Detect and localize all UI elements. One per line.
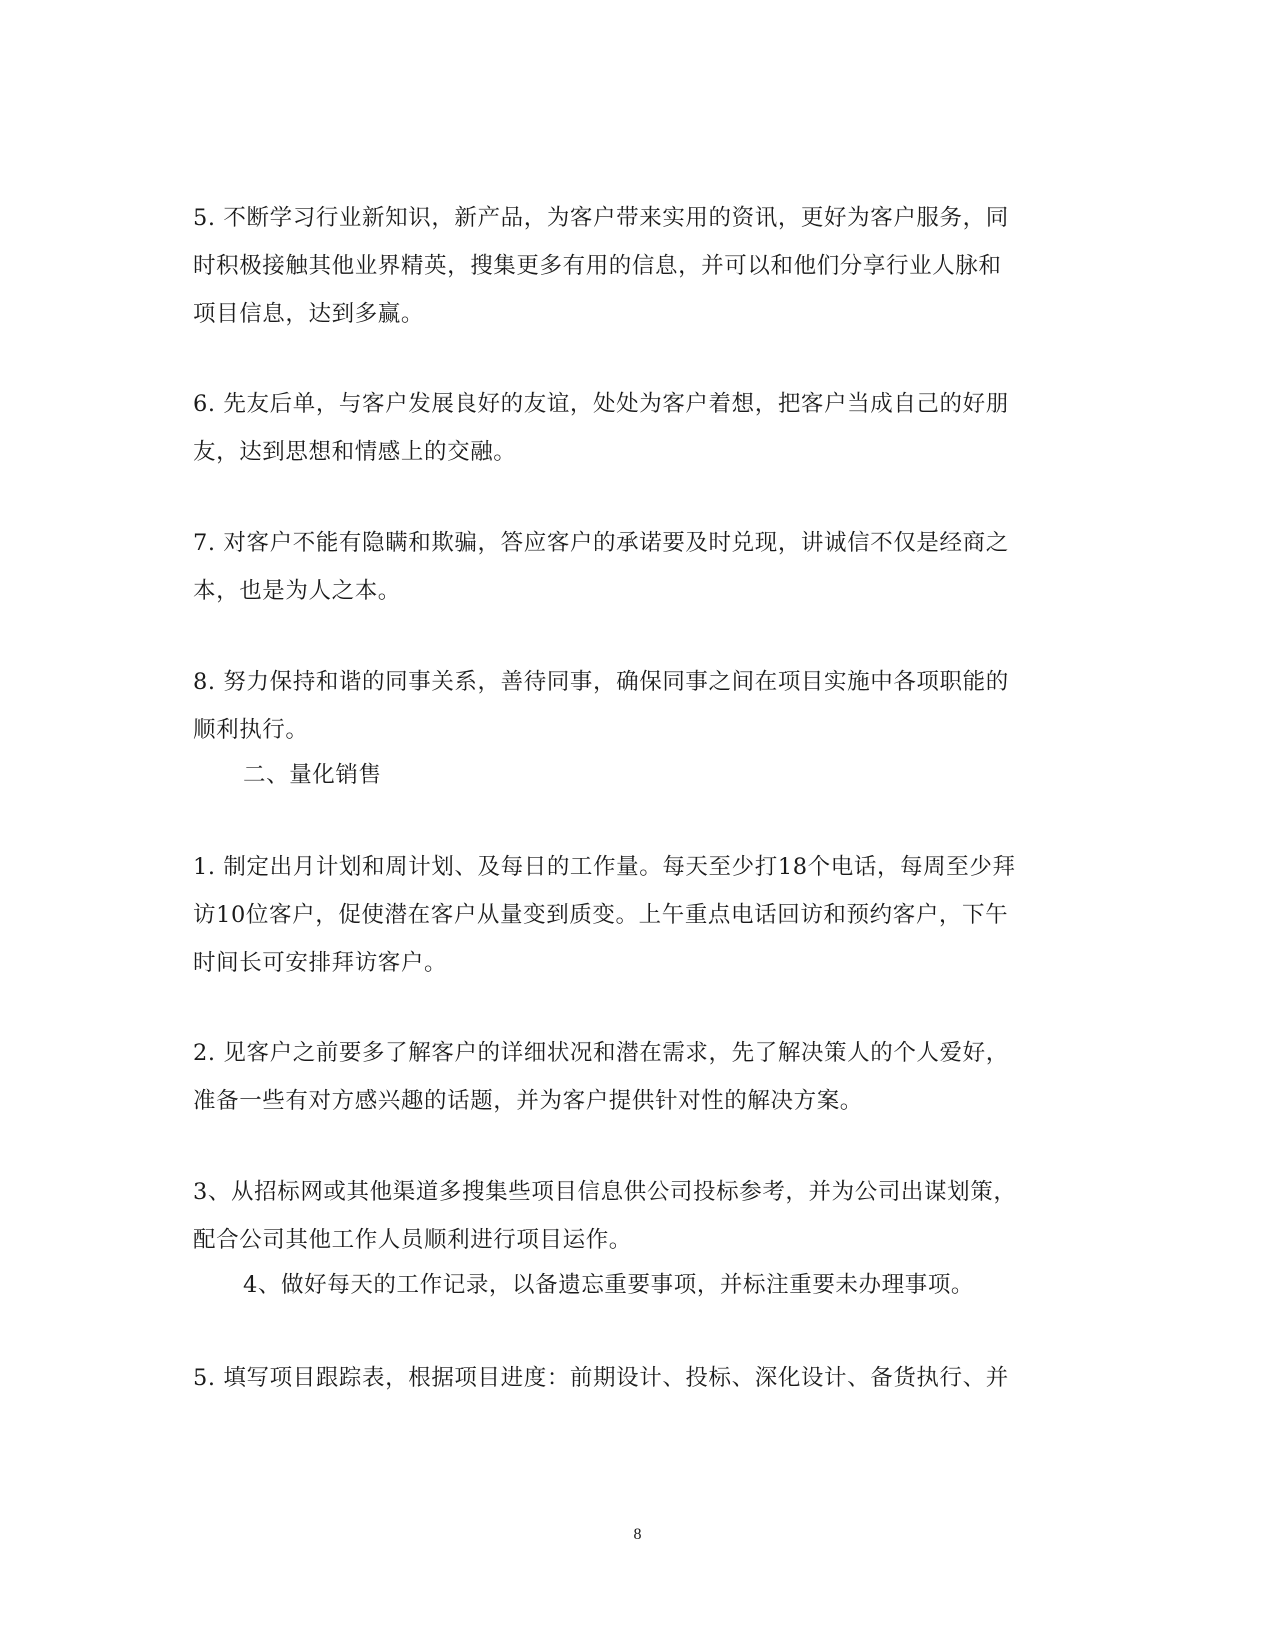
text-line: 8. 努力保持和谐的同事关系，善待同事，确保同事之间在项目实施中各项职能的 <box>193 669 1009 695</box>
paragraph-item-8 <box>193 658 1073 754</box>
text-line: 准备一些有对方感兴趣的话题，并为客户提供针对性的解决方案。 <box>193 1088 863 1114</box>
text-line: 时间长可安排拜访客户。 <box>193 950 448 976</box>
text-line: 4、做好每天的工作记录，以备遗忘重要事项，并标注重要未办理事项。 <box>243 1272 975 1298</box>
text-line: 配合公司其他工作人员顺利进行项目运作。 <box>193 1227 632 1253</box>
text-line: 访10位客户，促使潜在客户从量变到质变。上午重点电话回访和预约客户，下午 <box>193 902 1009 928</box>
text-line: 7. 对客户不能有隐瞒和欺骗，答应客户的承诺要及时兑现，讲诚信不仅是经商之 <box>193 530 1009 556</box>
text-line: 顺利执行。 <box>193 717 309 743</box>
quant-item-2 <box>193 1029 1073 1125</box>
text-line: 1. 制定出月计划和周计划、及每日的工作量。每天至少打18个电话，每周至少拜 <box>193 854 1016 880</box>
text-line: 友，达到思想和情感上的交融。 <box>193 439 517 465</box>
quant-item-5 <box>193 1354 1073 1402</box>
quant-item-4 <box>243 1261 1123 1309</box>
text-line: 5. 不断学习行业新知识，新产品，为客户带来实用的资讯，更好为客户服务，同 <box>193 205 1009 231</box>
text-line: 3、从招标网或其他渠道多搜集些项目信息供公司投标参考，并为公司出谋划策， <box>193 1179 1017 1205</box>
paragraph-item-7 <box>193 519 1073 615</box>
section-heading <box>243 751 1123 799</box>
page-number: 8 <box>633 1526 642 1543</box>
paragraph-item-5 <box>193 194 1073 338</box>
section-heading-text: 二、量化销售 <box>243 762 382 788</box>
text-line: 6. 先友后单，与客户发展良好的友谊，处处为客户着想，把客户当成自己的好朋 <box>193 391 1009 417</box>
quant-item-1 <box>193 843 1073 987</box>
text-line: 项目信息，达到多赢。 <box>193 301 425 327</box>
text-line: 2. 见客户之前要多了解客户的详细状况和潜在需求，先了解决策人的个人爱好， <box>193 1040 1009 1066</box>
paragraph-item-6 <box>193 380 1073 476</box>
text-line: 时积极接触其他业界精英，搜集更多有用的信息，并可以和他们分享行业人脉和 <box>193 253 1002 279</box>
quant-item-3 <box>193 1168 1073 1264</box>
text-line: 5. 填写项目跟踪表，根据项目进度：前期设计、投标、深化设计、备货执行、并 <box>193 1365 1009 1391</box>
text-line: 本，也是为人之本。 <box>193 578 401 604</box>
